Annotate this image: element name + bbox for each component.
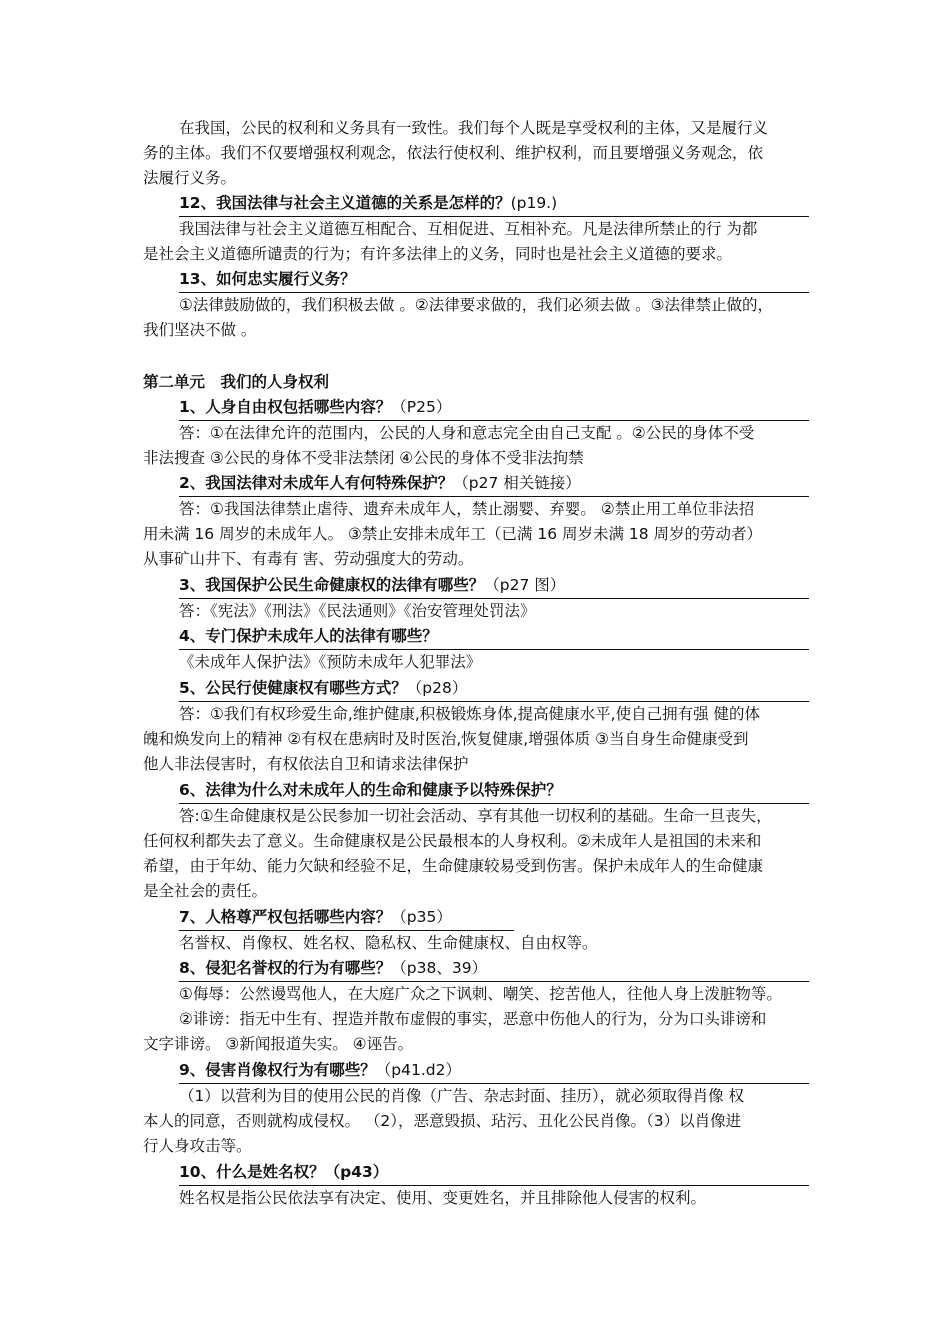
answer-13-line-1: ①法律鼓励做的，我们积极去做 。②法律要求做的，我们必须去做 。③法律禁止做的，	[179, 296, 774, 314]
unit-question-6-underline	[179, 803, 809, 804]
unit-question-4-underline	[179, 649, 809, 650]
unit-answer-6-line-2: 任何权利都失去了意义。生命健康权是公民最根本的人身权利。②未成年人是祖国的未来和	[143, 832, 762, 850]
unit-answer-5-line-1: 答：①我们有权珍爱生命,维护健康,积极锻炼身体,提高健康水平,使自己拥有强 健的体	[179, 705, 761, 723]
unit-answer-5-line-3: 他人非法侵害时，有权依法自卫和请求法律保护	[143, 755, 469, 773]
unit-question-7-title: 7、人格尊严权包括哪些内容？	[179, 908, 392, 926]
unit-question-9	[179, 1059, 461, 1081]
unit-question-2-title: 2、我国法律对未成年人有何特殊保护？	[179, 474, 454, 492]
unit-question-10-ref: （p43）	[324, 1163, 389, 1181]
unit-question-5-title: 5、公民行使健康权有哪些方式？	[179, 679, 407, 697]
question-12-underline	[179, 216, 809, 217]
unit-answer-4-line-1: 《未成年人保护法》《预防未成年人犯罪法》	[179, 653, 482, 671]
question-12-title: 12、我国法律与社会主义道德的关系是怎样的？	[179, 194, 511, 212]
unit-answer-6-line-4: 是全社会的责任。	[143, 882, 268, 900]
unit-question-8-title: 8、侵犯名誉权的行为有哪些？	[179, 959, 392, 977]
unit-question-8-underline	[179, 981, 809, 982]
answer-12-line-1: 我国法律与社会主义道德互相配合、互相促进、互相补充。凡是法律所禁止的行 为都	[179, 220, 758, 238]
unit-question-8	[179, 957, 487, 979]
unit-question-8-ref: （p38、39）	[391, 959, 488, 977]
unit-title: 第二单元 我们的人身权利	[143, 373, 330, 391]
intro-line-2: 务的主体。我们不仅要增强权利观念，依法行使权利、维护权利，而且要增强义务观念，依	[143, 144, 764, 162]
unit-answer-7-line-1: 名誉权、肖像权、姓名权、隐私权、生命健康权、自由权等。	[179, 934, 598, 952]
unit-question-1-underline	[179, 420, 809, 421]
unit-question-9-ref: （p41.d2）	[375, 1061, 461, 1079]
unit-answer-2-line-2: 用未满 16 周岁的未成年人。 ③禁止安排未成年工（已满 16 周岁未满 18 周岁的劳动者）	[143, 525, 763, 543]
unit-answer-1-line-2: 非法搜查 ③公民的身体不受非法禁闭 ④公民的身体不受非法拘禁	[143, 449, 584, 467]
unit-question-5-underline	[179, 701, 809, 702]
unit-answer-10-line-1: 姓名权是指公民依法享有决定、使用、变更姓名，并且排除他人侵害的权利。	[179, 1189, 707, 1207]
question-13: 13、如何忠实履行义务？	[179, 270, 356, 288]
unit-question-9-underline	[179, 1083, 809, 1084]
unit-question-2-ref: （p27 相关链接）	[453, 474, 581, 492]
question-12	[179, 192, 557, 214]
unit-question-4: 4、专门保护未成年人的法律有哪些？	[179, 627, 438, 645]
unit-answer-5-line-2: 魄和焕发向上的精神 ②有权在患病时及时医治,恢复健康,增强体质 ③当自身生命健康受到	[143, 730, 749, 748]
unit-answer-2-line-1: 答：①我国法律禁止虐待、遗弃未成年人，禁止溺婴、弃婴。 ②禁止用工单位非法招	[179, 500, 755, 518]
answer-12-line-2: 是社会主义道德所谴责的行为；有许多法律上的义务，同时也是社会主义道德的要求。	[143, 245, 733, 263]
unit-question-3-title: 3、我国保护公民生命健康权的法律有哪些？	[179, 576, 485, 594]
unit-question-2-underline	[179, 496, 809, 497]
unit-question-7-ref: （p35）	[391, 908, 452, 926]
unit-question-10-title: 10、什么是姓名权？	[179, 1163, 325, 1181]
unit-answer-6-line-1: 答:①生命健康权是公民参加一切社会活动、享有其他一切权利的基础。生命一旦丧失，	[179, 807, 772, 825]
unit-question-7-underline	[179, 930, 514, 931]
unit-question-9-title: 9、侵害肖像权行为有哪些？	[179, 1061, 376, 1079]
unit-question-3	[179, 574, 565, 596]
intro-line-3: 法履行义务。	[143, 169, 237, 187]
unit-answer-9-line-3: 行人身攻击等。	[143, 1137, 252, 1155]
unit-question-3-ref: （p27 图）	[484, 576, 566, 594]
unit-answer-9-line-1: （1）以营利为目的使用公民的肖像（广告、杂志封面、挂历），就必须取得肖像 权	[179, 1087, 745, 1105]
unit-question-1-title: 1、人身自由权包括哪些内容？	[179, 398, 392, 416]
unit-question-5	[179, 677, 467, 699]
intro-line-1: 在我国，公民的权利和义务具有一致性。我们每个人既是享受权利的主体，又是履行义	[179, 119, 769, 137]
unit-question-1	[179, 396, 451, 418]
unit-question-6: 6、法律为什么对未成年人的生命和健康予以特殊保护？	[179, 781, 562, 799]
unit-answer-6-line-3: 希望，由于年幼、能力欠缺和经验不足，生命健康较易受到伤害。保护未成年人的生命健康	[143, 857, 764, 875]
unit-answer-3-line-1: 答：《宪法》《刑法》《民法通则》《治安管理处罚法》	[179, 602, 536, 620]
unit-question-7	[179, 906, 452, 928]
unit-question-3-underline	[179, 598, 809, 599]
question-12-ref: (p19.)	[510, 194, 558, 212]
unit-question-10-underline	[179, 1185, 809, 1186]
unit-answer-8-line-3: 文字诽谤。 ③新闻报道失实。 ④诬告。	[143, 1035, 414, 1053]
unit-question-2	[179, 472, 581, 494]
question-13-underline	[179, 292, 809, 293]
unit-answer-8-line-2: ②诽谤：指无中生有、捏造并散布虚假的事实，恶意中伤他人的行为，分为口头诽谤和	[179, 1010, 767, 1028]
unit-answer-9-line-2: 本人的同意，否则就构成侵权。 （2），恶意毁损、玷污、丑化公民肖像。（3）以肖像进	[143, 1112, 742, 1130]
unit-question-5-ref: （p28）	[406, 679, 468, 697]
answer-13-line-2: 我们坚决不做 。	[143, 321, 257, 339]
unit-question-10	[179, 1161, 388, 1183]
unit-answer-1-line-1: 答：①在法律允许的范围内，公民的人身和意志完全由自己支配 。②公民的身体不受	[179, 424, 755, 442]
unit-question-1-ref: （P25）	[391, 398, 452, 416]
unit-answer-8-line-1: ①侮辱：公然谩骂他人，在大庭广众之下讽刺、嘲笑、挖苦他人，往他人身上泼脏物等。	[179, 985, 782, 1003]
unit-answer-2-line-3: 从事矿山井下、有毒有 害、劳动强度大的劳动。	[143, 550, 474, 568]
